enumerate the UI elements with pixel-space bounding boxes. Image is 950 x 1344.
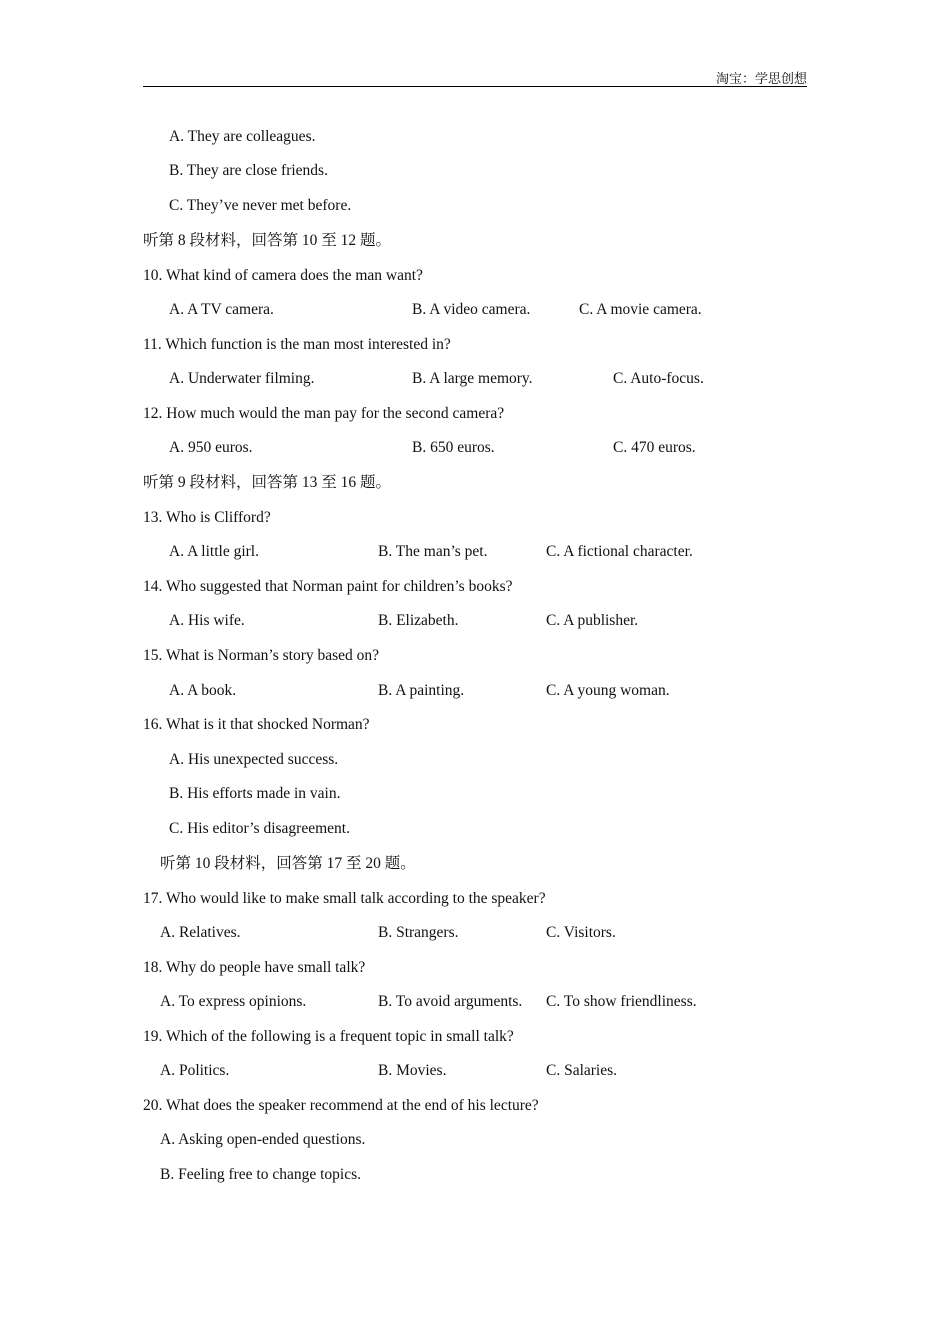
q18-option-c: C. To show friendliness. [546,993,697,1010]
q19-option-b: B. Movies. [378,1062,447,1079]
q13-option-a: A. A little girl. [169,543,259,560]
q17-option-a: A. Relatives. [160,924,241,941]
question-10: 10. What kind of camera does the man want? [143,267,423,284]
section-8-instruction: 听第 8 段材料，回答第 10 至 12 题。 [143,232,392,249]
q15-option-b: B. A painting. [378,682,465,699]
q15-option-a: A. A book. [169,682,237,699]
q18-option-a: A. To express opinions. [160,993,307,1010]
q10-option-b: B. A video camera. [412,301,531,318]
q12-option-b: B. 650 euros. [412,439,495,456]
q14-option-a: A. His wife. [169,612,245,629]
q13-option-c: C. A fictional character. [546,543,693,560]
question-16: 16. What is it that shocked Norman? [143,716,370,733]
q11-option-c: C. Auto-focus. [613,370,704,387]
q19-option-c: C. Salaries. [546,1062,618,1079]
q14-option-c: C. A publisher. [546,612,639,629]
q13-option-b: B. The man’s pet. [378,543,488,560]
question-18: 18. Why do people have small talk? [143,959,366,976]
q10-option-a: A. A TV camera. [169,301,274,318]
q14-option-b: B. Elizabeth. [378,612,459,629]
q9-option-a: A. They are colleagues. [169,128,316,145]
question-20: 20. What does the speaker recommend at the end of his lecture? [143,1097,539,1114]
q19-option-a: A. Politics. [160,1062,230,1079]
q15-option-c: C. A young woman. [546,682,670,699]
question-12: 12. How much would the man pay for the second camera? [143,405,505,422]
question-14: 14. Who suggested that Norman paint for children’s books? [143,578,513,595]
question-17: 17. Who would like to make small talk according to the speaker? [143,890,546,907]
section-10-instruction: 听第 10 段材料，回答第 17 至 20 题。 [160,855,416,872]
exam-content [143,0,823,1344]
q16-option-b: B. His efforts made in vain. [169,785,341,802]
question-11: 11. Which function is the man most interested in? [143,336,451,353]
q20-option-b: B. Feeling free to change topics. [160,1166,362,1183]
question-13: 13. Who is Clifford? [143,509,271,526]
q17-option-b: B. Strangers. [378,924,459,941]
section-9-instruction: 听第 9 段材料，回答第 13 至 16 题。 [143,474,392,491]
q20-option-a: A. Asking open-ended questions. [160,1131,366,1148]
q12-option-c: C. 470 euros. [613,439,696,456]
q16-option-c: C. His editor’s disagreement. [169,820,350,837]
q11-option-a: A. Underwater filming. [169,370,315,387]
q17-option-c: C. Visitors. [546,924,616,941]
header-text: 淘宝：学思创想 [715,71,807,86]
q9-option-c: C. They’ve never met before. [169,197,352,214]
q11-option-b: B. A large memory. [412,370,533,387]
q16-option-a: A. His unexpected success. [169,751,339,768]
question-15: 15. What is Norman’s story based on? [143,647,380,664]
q10-option-c: C. A movie camera. [579,301,702,318]
question-19: 19. Which of the following is a frequent topic in small talk? [143,1028,514,1045]
q9-option-b: B. They are close friends. [169,162,328,179]
q18-option-b: B. To avoid arguments. [378,993,523,1010]
q12-option-a: A. 950 euros. [169,439,253,456]
